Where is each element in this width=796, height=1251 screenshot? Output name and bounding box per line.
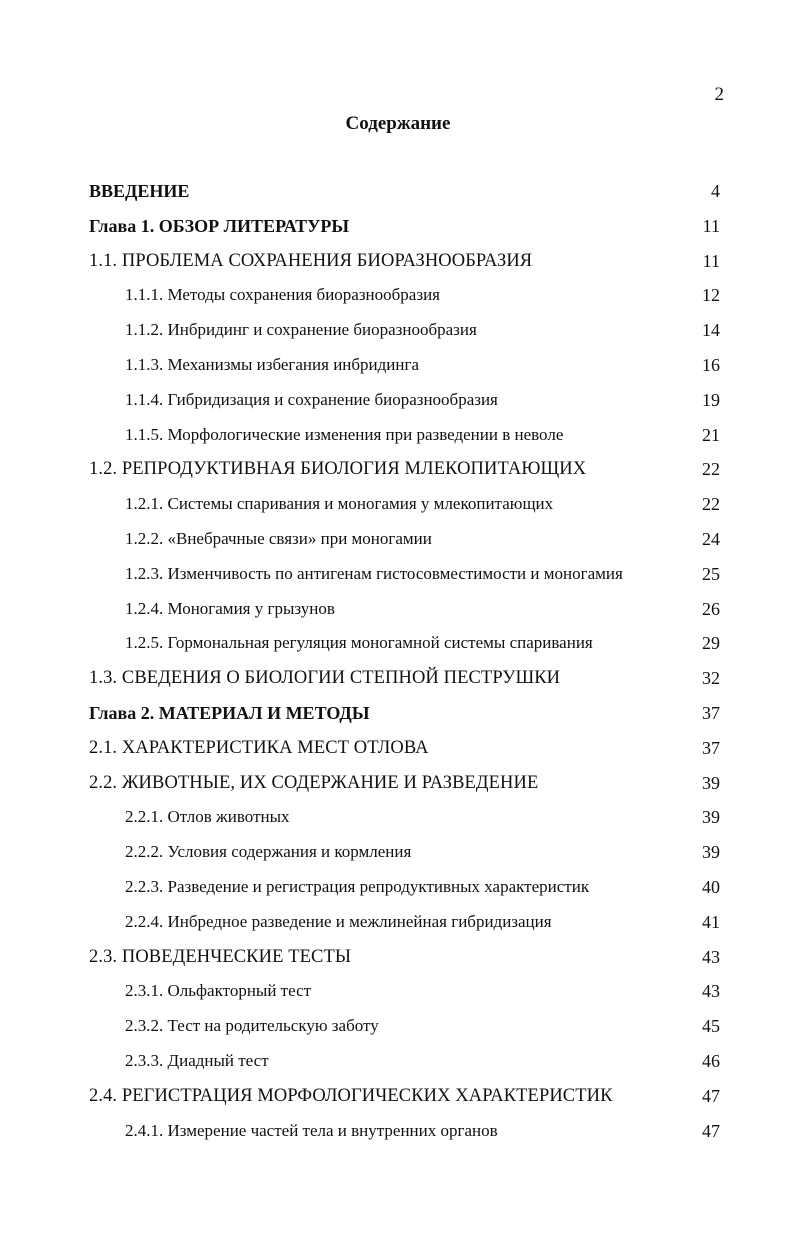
toc-entry-title: 1.2. РЕПРОДУКТИВНАЯ БИОЛОГИЯ МЛЕКОПИТАЮЩИХ: [89, 459, 587, 480]
toc-entry-page-number: 32: [702, 668, 720, 689]
toc-entry[interactable]: [0, 661, 796, 696]
toc-entry[interactable]: [0, 1079, 796, 1114]
page-number: 2: [714, 84, 724, 105]
toc-entry[interactable]: [0, 800, 796, 835]
toc-entry[interactable]: [0, 592, 796, 627]
toc-entry-title: 1.1.5. Морфологические изменения при разведении в неволе: [125, 424, 564, 444]
toc-entry-page-number: 29: [702, 633, 720, 654]
toc-entry[interactable]: [0, 974, 796, 1009]
toc-entry-title: 2.1. ХАРАКТЕРИСТИКА МЕСТ ОТЛОВА: [89, 737, 429, 758]
toc-entry-title: 1.2.4. Моногамия у грызунов: [125, 598, 335, 618]
toc-entry-page-number: 39: [702, 807, 720, 828]
toc-entry-title: 2.3.2. Тест на родительскую заботу: [125, 1016, 379, 1036]
toc-entry-title: 1.1.1. Методы сохранения биоразнообразия: [125, 285, 440, 305]
toc-entry[interactable]: [0, 731, 796, 766]
toc-entry[interactable]: [0, 626, 796, 661]
toc-entry-page-number: 47: [702, 1085, 720, 1106]
toc-entry-title: 1.1. ПРОБЛЕМА СОХРАНЕНИЯ БИОРАЗНООБРАЗИЯ: [89, 250, 533, 271]
toc-entry[interactable]: [0, 766, 796, 801]
page-title: Содержание: [345, 113, 451, 134]
toc-entry-page-number: 37: [702, 702, 720, 723]
toc-entry-title: 2.2.1. Отлов животных: [125, 807, 290, 827]
toc-entry-title: 1.2.2. «Внебрачные связи» при моногамии: [125, 528, 432, 548]
toc-entry[interactable]: [0, 1009, 796, 1044]
toc-entry-title: 2.2.2. Условия содержания и кормления: [125, 842, 412, 862]
toc-entry-title: 1.3. СВЕДЕНИЯ О БИОЛОГИИ СТЕПНОЙ ПЕСТРУШКИ: [89, 668, 561, 689]
toc-entry-page-number: 14: [702, 320, 720, 341]
toc-entry[interactable]: [0, 313, 796, 348]
toc-entry-title: 1.1.4. Гибридизация и сохранение биоразнообразия: [125, 389, 498, 409]
toc-entry-title: Глава 1. ОБЗОР ЛИТЕРАТУРЫ: [89, 215, 350, 236]
toc-entry-title: 2.2.4. Инбредное разведение и межлинейная гибридизация: [125, 911, 552, 931]
toc-entry-page-number: 24: [702, 528, 720, 549]
toc-entry-page-number: 21: [702, 424, 720, 445]
toc-entry-title: 1.1.2. Инбридинг и сохранение биоразнообразия: [125, 320, 477, 340]
toc-entry-page-number: 45: [702, 1016, 720, 1037]
toc-entry[interactable]: [0, 487, 796, 522]
toc-entry[interactable]: [0, 557, 796, 592]
toc-entry-title: Глава 2. МАТЕРИАЛ И МЕТОДЫ: [89, 702, 370, 723]
toc-entry[interactable]: [0, 383, 796, 418]
toc-entry-title: 2.4. РЕГИСТРАЦИЯ МОРФОЛОГИЧЕСКИХ ХАРАКТЕРИСТИК: [89, 1085, 613, 1106]
toc-entry-title: 2.4.1. Измерение частей тела и внутренних органов: [125, 1120, 498, 1140]
toc-entry-page-number: 22: [702, 459, 720, 480]
toc-entry[interactable]: [0, 244, 796, 279]
toc-entry-title: 2.2.3. Разведение и регистрация репродуктивных характеристик: [125, 876, 590, 896]
toc-entry-page-number: 25: [702, 563, 720, 584]
toc-entry[interactable]: [0, 278, 796, 313]
toc-entry-page-number: 11: [702, 215, 720, 236]
toc-entry-title: ВВЕДЕНИЕ: [89, 181, 190, 201]
toc-entry[interactable]: [0, 174, 796, 209]
toc-entry-title: 1.1.3. Механизмы избегания инбридинга: [125, 354, 420, 374]
toc-entry-page-number: 41: [702, 911, 720, 932]
toc-entry-page-number: 4: [711, 181, 720, 201]
toc-entry-title: 2.3.3. Диадный тест: [125, 1050, 269, 1070]
toc-entry-page-number: 19: [702, 389, 720, 410]
toc-entry-page-number: 16: [702, 354, 720, 375]
toc-entry-page-number: 39: [702, 772, 720, 793]
toc-entry-page-number: 40: [702, 876, 720, 897]
toc-entry[interactable]: [0, 870, 796, 905]
toc-entry[interactable]: [0, 1044, 796, 1079]
toc-entry-page-number: 43: [702, 946, 720, 967]
toc-entry-page-number: 22: [702, 494, 720, 515]
toc-entry[interactable]: [0, 418, 796, 453]
toc-entry-page-number: 26: [702, 598, 720, 619]
toc-entry-page-number: 46: [702, 1050, 720, 1071]
toc-entry[interactable]: [0, 522, 796, 557]
toc-entry[interactable]: [0, 905, 796, 940]
toc-entry-title: 1.2.1. Системы спаривания и моногамия у млекопитающих: [125, 494, 554, 514]
toc-entry[interactable]: [0, 452, 796, 487]
toc-entry[interactable]: [0, 835, 796, 870]
table-of-contents: [0, 174, 796, 1148]
toc-entry-page-number: 37: [702, 737, 720, 758]
toc-entry-page-number: 12: [702, 285, 720, 306]
toc-entry[interactable]: [0, 209, 796, 244]
toc-entry-page-number: 43: [702, 981, 720, 1002]
toc-entry-title: 2.2. ЖИВОТНЫЕ, ИХ СОДЕРЖАНИЕ И РАЗВЕДЕНИЕ: [89, 772, 539, 793]
toc-entry[interactable]: [0, 348, 796, 383]
toc-entry[interactable]: [0, 940, 796, 975]
toc-entry-page-number: 11: [702, 250, 720, 271]
toc-entry-title: 1.2.5. Гормональная регуляция моногамной системы спаривания: [125, 633, 593, 653]
toc-entry[interactable]: [0, 1114, 796, 1149]
toc-entry-title: 2.3.1. Ольфакторный тест: [125, 981, 312, 1001]
toc-entry[interactable]: [0, 696, 796, 731]
toc-entry-page-number: 39: [702, 842, 720, 863]
toc-entry-title: 2.3. ПОВЕДЕНЧЕСКИЕ ТЕСТЫ: [89, 946, 352, 967]
toc-entry-title: 1.2.3. Изменчивость по антигенам гистосовместимости и моногамия: [125, 563, 623, 583]
toc-entry-page-number: 47: [702, 1120, 720, 1141]
